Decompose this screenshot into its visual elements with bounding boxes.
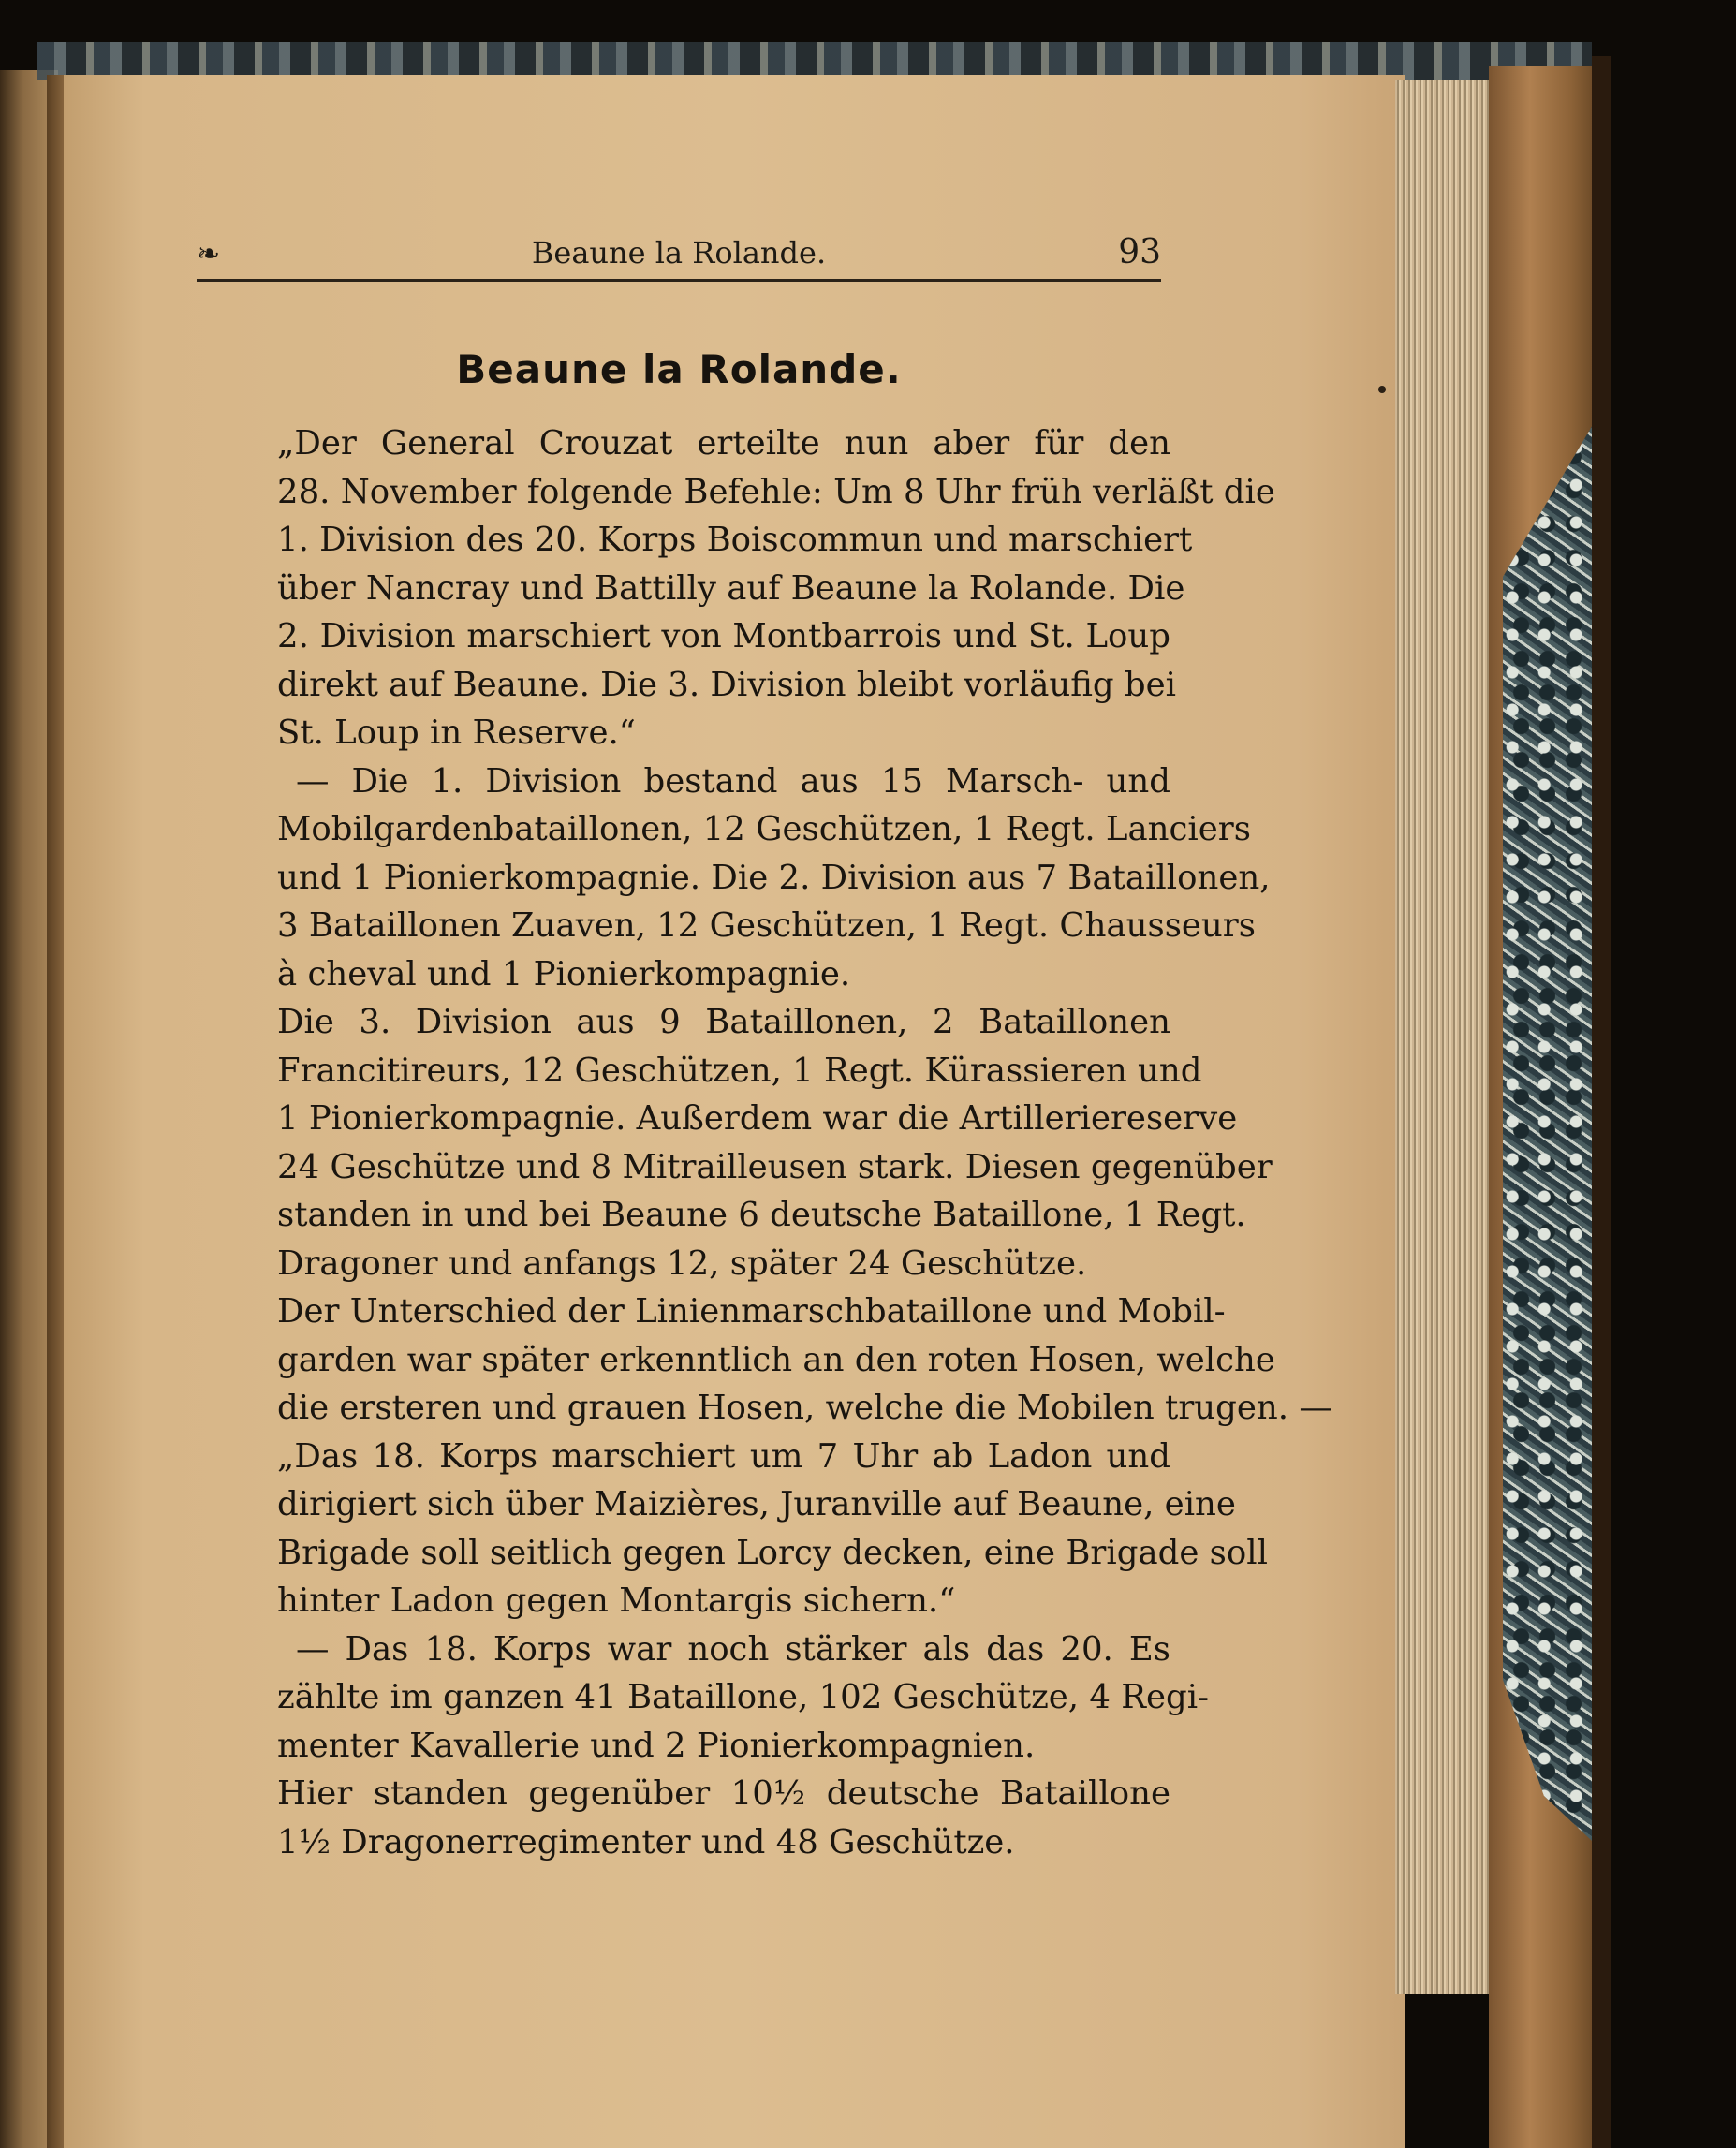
text-line: — Die 1. Division bestand aus 15 Marsch- und	[296, 761, 1170, 801]
text-line: 1 Pionierkompagnie. Außerdem war die Artilleriereserve	[277, 1099, 1238, 1138]
text-line: Die 3. Division aus 9 Bataillonen, 2 Bataillonen	[277, 1003, 1170, 1041]
page-number: 93	[1118, 233, 1161, 272]
text-line: — Das 18. Korps war noch stärker als das 20. Es	[296, 1629, 1170, 1669]
paragraph	[199, 419, 1275, 758]
running-head	[197, 232, 1161, 282]
text-line: und 1 Pionierkompagnie. Die 2. Division aus 7 Bataillonen,	[277, 858, 1271, 897]
text-line: 24 Geschütze und 8 Mitrailleusen stark. Diesen gegenüber	[277, 1147, 1273, 1186]
paragraph	[199, 1770, 1170, 1866]
paragraph	[199, 1433, 1268, 1626]
cover-edge-shadow	[1592, 56, 1611, 2148]
text-line: 2. Division marschiert von Montbarrois und St. Loup	[277, 617, 1170, 655]
text-line: Dragoner und anfangs 12, später 24 Geschütze.	[277, 1243, 1087, 1283]
paragraph	[199, 998, 1273, 1287]
text-line: à cheval und 1 Pionierkompagnie.	[277, 954, 851, 993]
text-line: menter Kavallerie und 2 Pionierkompagnien.	[277, 1726, 1036, 1765]
fleuron-icon: ❧	[197, 238, 221, 271]
paragraph	[199, 1626, 1210, 1771]
text-line: Der Unterschied der Linienmarschbataillone und Mobil-	[277, 1292, 1226, 1331]
text-line: die ersteren und grauen Hosen, welche die Mobilen trugen. —	[277, 1389, 1332, 1427]
running-head-title: Beaune la Rolande.	[531, 235, 827, 271]
text-line: Mobilgardenbataillonen, 12 Geschützen, 1 Regt. Lanciers	[277, 810, 1251, 848]
text-line: 1½ Dragonerregimenter und 48 Geschütze.	[277, 1822, 1015, 1861]
text-line: dirigiert sich über Maizières, Juranville auf Beaune, eine	[277, 1485, 1236, 1523]
text-line: Hier standen gegenüber 10½ deutsche Bataillone	[277, 1774, 1170, 1813]
body-text	[199, 419, 1332, 1866]
text-line: hinter Ladon gegen Montargis sichern.“	[277, 1582, 956, 1620]
paper-speck	[1378, 386, 1386, 393]
paragraph	[199, 1287, 1332, 1433]
paragraph	[199, 758, 1271, 999]
page-block-edges	[1395, 80, 1489, 1994]
text-line: 3 Bataillonen Zuaven, 12 Geschützen, 1 Regt. Chausseurs	[277, 906, 1256, 945]
text-line: „Das 18. Korps marschiert um 7 Uhr ab Ladon und	[277, 1436, 1170, 1476]
text-line: „Der General Crouzat erteilte nun aber für den	[277, 424, 1170, 463]
marbled-cover-paper	[1503, 403, 1606, 1854]
text-line: St. Loup in Reserve.“	[277, 714, 636, 752]
text-line: Francitireurs, 12 Geschützen, 1 Regt. Kürassieren und	[277, 1051, 1202, 1090]
text-line: standen in und bei Beaune 6 deutsche Bataillone, 1 Regt.	[277, 1196, 1246, 1234]
text-line: 28. November folgende Befehle: Um 8 Uhr früh verläßt die	[277, 472, 1275, 511]
text-line: Brigade soll seitlich gegen Lorcy decken, eine Brigade soll	[277, 1533, 1268, 1572]
text-line: 1. Division des 20. Korps Boiscommun und marschiert	[277, 521, 1193, 559]
text-line: garden war später erkenntlich an den roten Hosen, welche	[277, 1340, 1275, 1379]
text-line: direkt auf Beaune. Die 3. Division bleibt vorläufig bei	[277, 665, 1176, 704]
text-line: zählte im ganzen 41 Bataillone, 102 Geschütze, 4 Regi-	[277, 1678, 1210, 1716]
section-title: Beaune la Rolande.	[456, 346, 902, 392]
marbled-edge-strip	[37, 42, 1592, 80]
text-line: über Nancray und Battilly auf Beaune la Rolande. Die	[277, 568, 1185, 608]
